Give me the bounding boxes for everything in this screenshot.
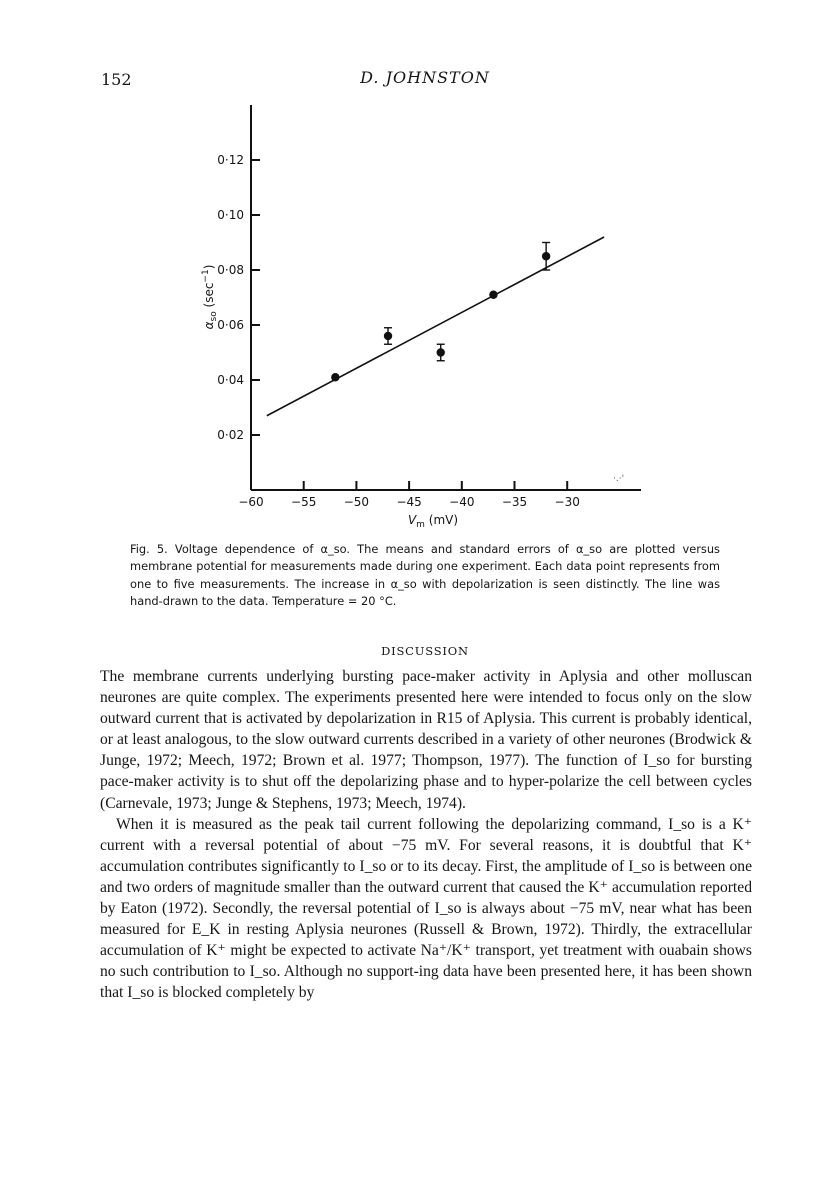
- y-tick-label: 0·10: [217, 208, 244, 222]
- y-ticks: [217, 153, 260, 442]
- x-tick-label: −45: [396, 495, 422, 509]
- corner-specks: ·.·': [613, 474, 625, 484]
- y-axis-label: $\alpha_{so}$ $(\sec^{-1})$: [201, 264, 219, 330]
- data-point: [437, 348, 445, 356]
- x-tick-label: −60: [238, 495, 264, 509]
- x-tick-label: −30: [554, 495, 580, 509]
- discussion-paragraph-1: The membrane currents underlying bursting pace-maker activity in Aplysia and other molluscan neurones are quite complex. The experiments presented here were intended to focus only on the slow outward current that is activated by depolarization in R15 of Aplysia. This current is probably identical, or at least analogous, to the slow outward currents described in a variety of other neurones (Brodwick & Junge, 1972; Meech, 1972; Brown et al. 1977; Thompson, 1977). The function of I_so for bursting pace-maker activity is to shut off the depolarizing phase and to hyper-polarize the cell between cycles (Carnevale, 1973; Junge & Stephens, 1973; Meech, 1974).: [100, 668, 752, 812]
- data-point: [489, 291, 497, 299]
- page-number: 152: [101, 70, 132, 89]
- x-tick-label: −40: [449, 495, 475, 509]
- x-tick-label: −50: [343, 495, 370, 509]
- running-head: D. JOHNSTON: [360, 68, 490, 87]
- x-axis-label: $V_m$ (mV): [407, 513, 459, 530]
- y-tick-label: 0·06: [217, 318, 244, 332]
- data-points: [331, 243, 550, 382]
- data-point: [331, 373, 339, 381]
- y-tick-label: 0·12: [217, 153, 244, 167]
- data-point: [542, 252, 550, 260]
- y-tick-label: 0·02: [217, 428, 244, 442]
- discussion-paragraph-2: When it is measured as the peak tail current following the depolarizing command, I_so is a K⁺ current with a reversal potential of about −75 mV. For several reasons, it is doubtful that K⁺ accumulation contributes significantly to I_so or to its decay. First, the amplitude of I_so is between one and two orders of magnitude smaller than the outward current that caused the K⁺ accumulation reported by Eaton (1972). Secondly, the reversal potential of I_so is always about −75 mV, near what has been measured for E_K in resting Aplysia neurones (Russell & Brown, 1972). Thirdly, the extracellular accumulation of K⁺ might be expected to activate Na⁺/K⁺ transport, yet treatment with ouabain shows no such contribution to I_so. Although no support-ing data have been presented here, it has been shown that I_so is blocked completely by: [100, 815, 752, 1002]
- x-tick-label: −55: [291, 495, 317, 509]
- section-heading: DISCUSSION: [381, 644, 469, 658]
- x-tick-label: −35: [501, 495, 528, 509]
- figure-caption: [130, 541, 720, 611]
- discussion-body: [100, 666, 752, 1004]
- caption-text: Voltage dependence of α_so. The means and standard errors of α_so are plotted versus membrane potential for measurements made during one experiment. Each data point represents from one to five measurements. The increase in α_so with depolarization is seen distinctly. The line was hand-drawn to the data. Temperature = 20 °C.: [130, 542, 720, 609]
- x-ticks: [238, 481, 580, 509]
- y-tick-label: 0·04: [217, 373, 244, 387]
- data-point: [384, 332, 392, 340]
- y-tick-label: 0·08: [217, 263, 244, 277]
- fit-line: [267, 237, 604, 416]
- voltage-dependence-chart: [0, 0, 816, 540]
- caption-label: Fig. 5.: [130, 542, 168, 556]
